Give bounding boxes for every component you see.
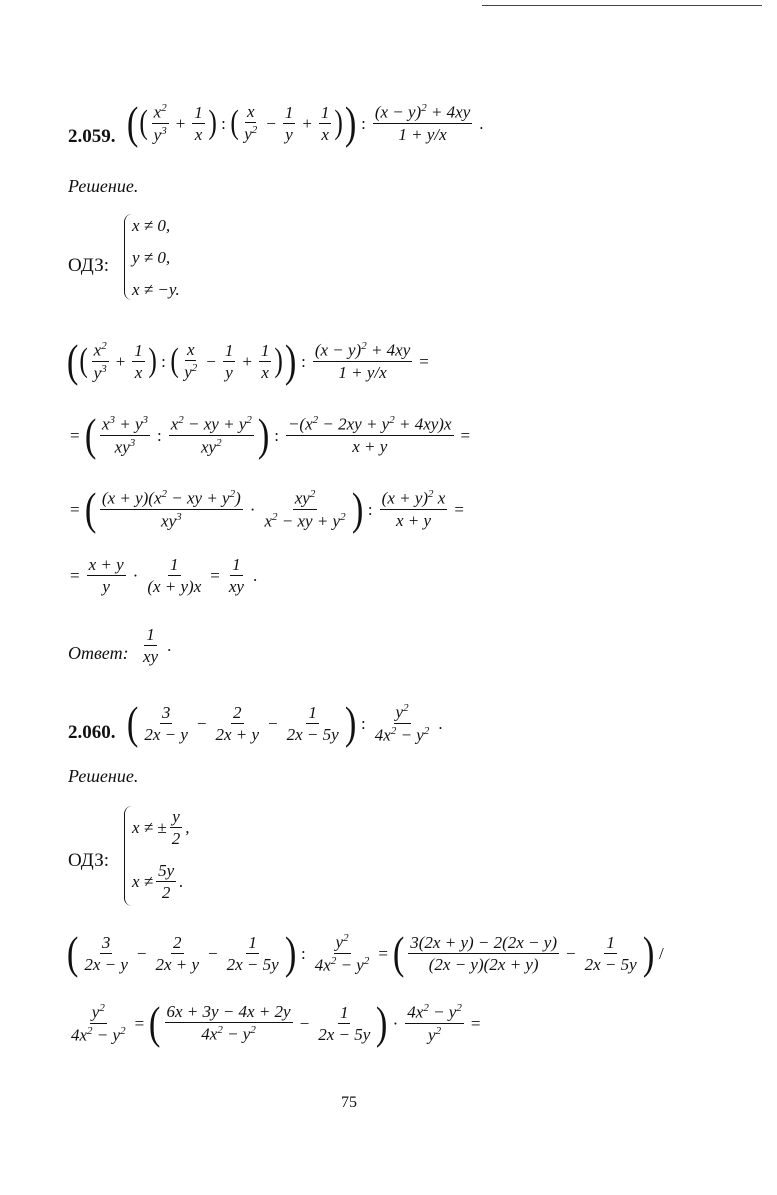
problem-059-expression: ( ( $x^2$ $y^3$ + $\frac{1}{x}$ ) : ( x $y^2$ − $\frac{1}{y}$ + $\frac{1}{x}$ ) ) : $(x - y)^2 + 4xy$ 1 + y/x . (126, 97, 484, 148)
top-rule (482, 5, 762, 6)
odz-059-condition-1: x ≠ 0, (132, 216, 171, 235)
solution-label-060: Решение. (68, 766, 139, 786)
odz-059-condition-3: x ≠ −y. (132, 280, 180, 299)
answer-label-059: Ответ: (68, 643, 129, 663)
solution-059-line-2: = ( $x^3 + y^3$ $xy^3$ : $x^2$ − xy + $y^2$ $xy^2$ ) : $\frac{-(x^2 - 2xy + y^2 + 4xy)x}{x + y}$ = (70, 409, 471, 460)
odz-060-condition-1: x ≠ ± $\frac{y}{2}$ , (132, 807, 190, 848)
odz-060-condition-2: x ≠ 5y 2 . (132, 861, 184, 902)
answer-059-denominator: xy (143, 647, 159, 666)
odz-060-condition-2-text: x ≠ (132, 872, 154, 891)
odz-059-condition-2: y ≠ 0, (132, 248, 171, 267)
solution-059-line-1: ( ( $x^2$ $y^3$ + $\frac{1}{x}$ ) : ( x $y^2$ − $\frac{1}{y}$ + $\frac{1}{x}$ ) ) : $\frac{(x - y)^2 + 4xy}{1 + y/x}$ = (66, 335, 429, 386)
odz-label-059: ОДЗ: (68, 255, 110, 276)
solution-060-line-1: ( 3 2x − y − $\frac{2}{2x + y}$ − $\frac{1}{2x - 5y}$ ) : $\frac{y^2}{4x^2 - y^2}$ = ( 3(2x + y) − 2(2x − y) (2x − y)(2x + y) − $\frac{1}{2x - 5y}$ ) / (66, 927, 664, 978)
solution-059-line-3: = ( $(x + y)(x^2$ − xy + $y^2$) $xy^3$ · $xy^2$ $x^2$ − xy + $y^2$ ) : $\frac{(x + y)^2 x}{x + y}$ = (70, 483, 464, 534)
problem-060-expression: ( 3 2x − y − $\frac{2}{2x + y}$ − $\frac{1}{2x - 5y}$ ) : $y^2$ $4x^2 - y^2$ . (126, 697, 443, 748)
solution-060-line-2: $\frac{y^2}{4x^2 - y^2}$ = ( 6x + 3y − 4x + 2y $4x^2 - y^2$ − $\frac{1}{2x - 5y}$ ) · $\frac{4x^2 - y^2}{y^2}$ = (71, 997, 481, 1048)
page-number: 75 (341, 1094, 357, 1111)
answer-059-numerator: 1 (146, 625, 155, 644)
problem-060-number: 2.060. (68, 722, 116, 743)
solution-label-059: Решение. (68, 176, 139, 196)
solution-059-line-4: = $\frac{x + y}{y}$ · $\frac{1}{(x + y)x}$ = $\frac{1}{xy}$ . (70, 555, 258, 596)
odz-label-060: ОДЗ: (68, 850, 110, 871)
problem-059-number: 2.059. (68, 126, 116, 147)
odz-060-condition-1-text: x ≠ ± (132, 818, 167, 837)
answer-059: $\frac{1}{xy}$ . (143, 625, 172, 666)
